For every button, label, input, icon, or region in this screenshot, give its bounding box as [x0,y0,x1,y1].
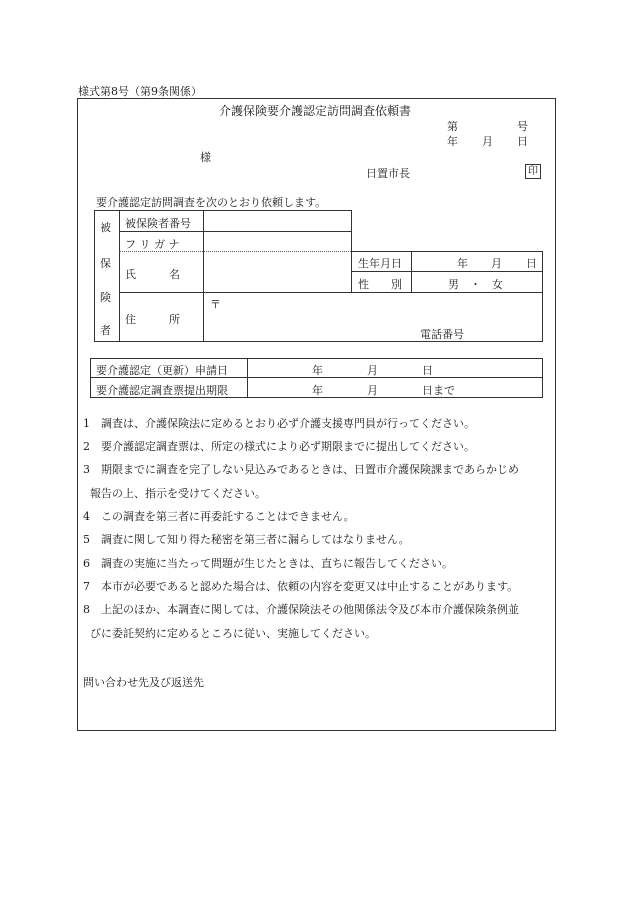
birth-date-label: 生年月日 [358,257,402,270]
birth-year: 年 [457,257,468,270]
notice-8: 8 上記のほか、本調査に関しては、介護保険法その他関係法令及び本市介護保険条例並 [83,603,519,616]
name-label: 氏 名 [125,268,180,281]
insured-group-char-1: 被 [100,221,111,234]
notice-5: 5 調査に関して知り得た秘密を第三者に漏らしてはなりません。 [83,533,410,546]
notice-6: 6 調査の実施に当たって問題が生じたときは、直ちに報告してください。 [83,557,453,570]
number-prefix: 第 [447,120,458,133]
date-day: 日 [517,135,528,148]
furigana-label: フ リ ガ ナ [125,238,180,251]
sex-options: 男 ・ 女 [448,278,503,291]
notice-3: 3 期限までに調査を完了しない見込みであるときは、日置市介護保険課まであらかじめ [83,463,519,476]
birth-day: 日 [526,257,537,270]
insured-group-char-4: 者 [100,324,111,337]
birth-month: 月 [491,257,502,270]
issuer-mayor: 日置市長 [366,167,410,180]
intro-text: 要介護認定訪問調査を次のとおり依頼します。 [96,196,327,209]
date-month: 月 [482,135,493,148]
number-suffix: 号 [517,120,528,133]
notice-3-cont: 報告の上、指示を受けてください。 [90,487,266,500]
application-date-label: 要介護認定（更新）申請日 [96,364,228,377]
insured-group-char-3: 険 [100,291,111,304]
address-label: 住 所 [125,313,180,326]
application-date-value: 年 月 日 [312,364,433,377]
sex-label: 性 別 [358,278,402,291]
notice-8-cont: びに委託契約に定めるところに従い、実施してください。 [90,627,376,640]
addressee-honorific: 様 [200,151,211,164]
phone-label: 電話番号 [420,328,464,341]
deadline-label: 要介護認定調査票提出期限 [96,384,228,397]
notice-7: 7 本市が必要であると認めた場合は、依頼の内容を変更又は中止することがあります。 [83,580,519,593]
insured-number-label: 被保険者番号 [125,217,191,230]
notice-4: 4 この調査を第三者に再委託することはできません。 [83,510,355,523]
postal-mark: 〒 [210,298,221,311]
deadline-value: 年 月 日まで [312,384,455,397]
contact-label: 問い合わせ先及び返送先 [83,676,204,689]
notice-1: 1 調査は、介護保険法に定めるとおり必ず介護支援専門員が行ってください。 [83,417,475,430]
seal-mark: 印 [525,164,541,179]
date-year: 年 [447,135,458,148]
form-number: 様式第8号（第9条関係） [78,85,202,98]
notice-2: 2 要介護認定調査票は、所定の様式により必ず期限までに提出してください。 [83,440,475,453]
document-title: 介護保険要介護認定訪問調査依頼書 [218,104,411,118]
insured-group-char-2: 保 [100,257,111,270]
